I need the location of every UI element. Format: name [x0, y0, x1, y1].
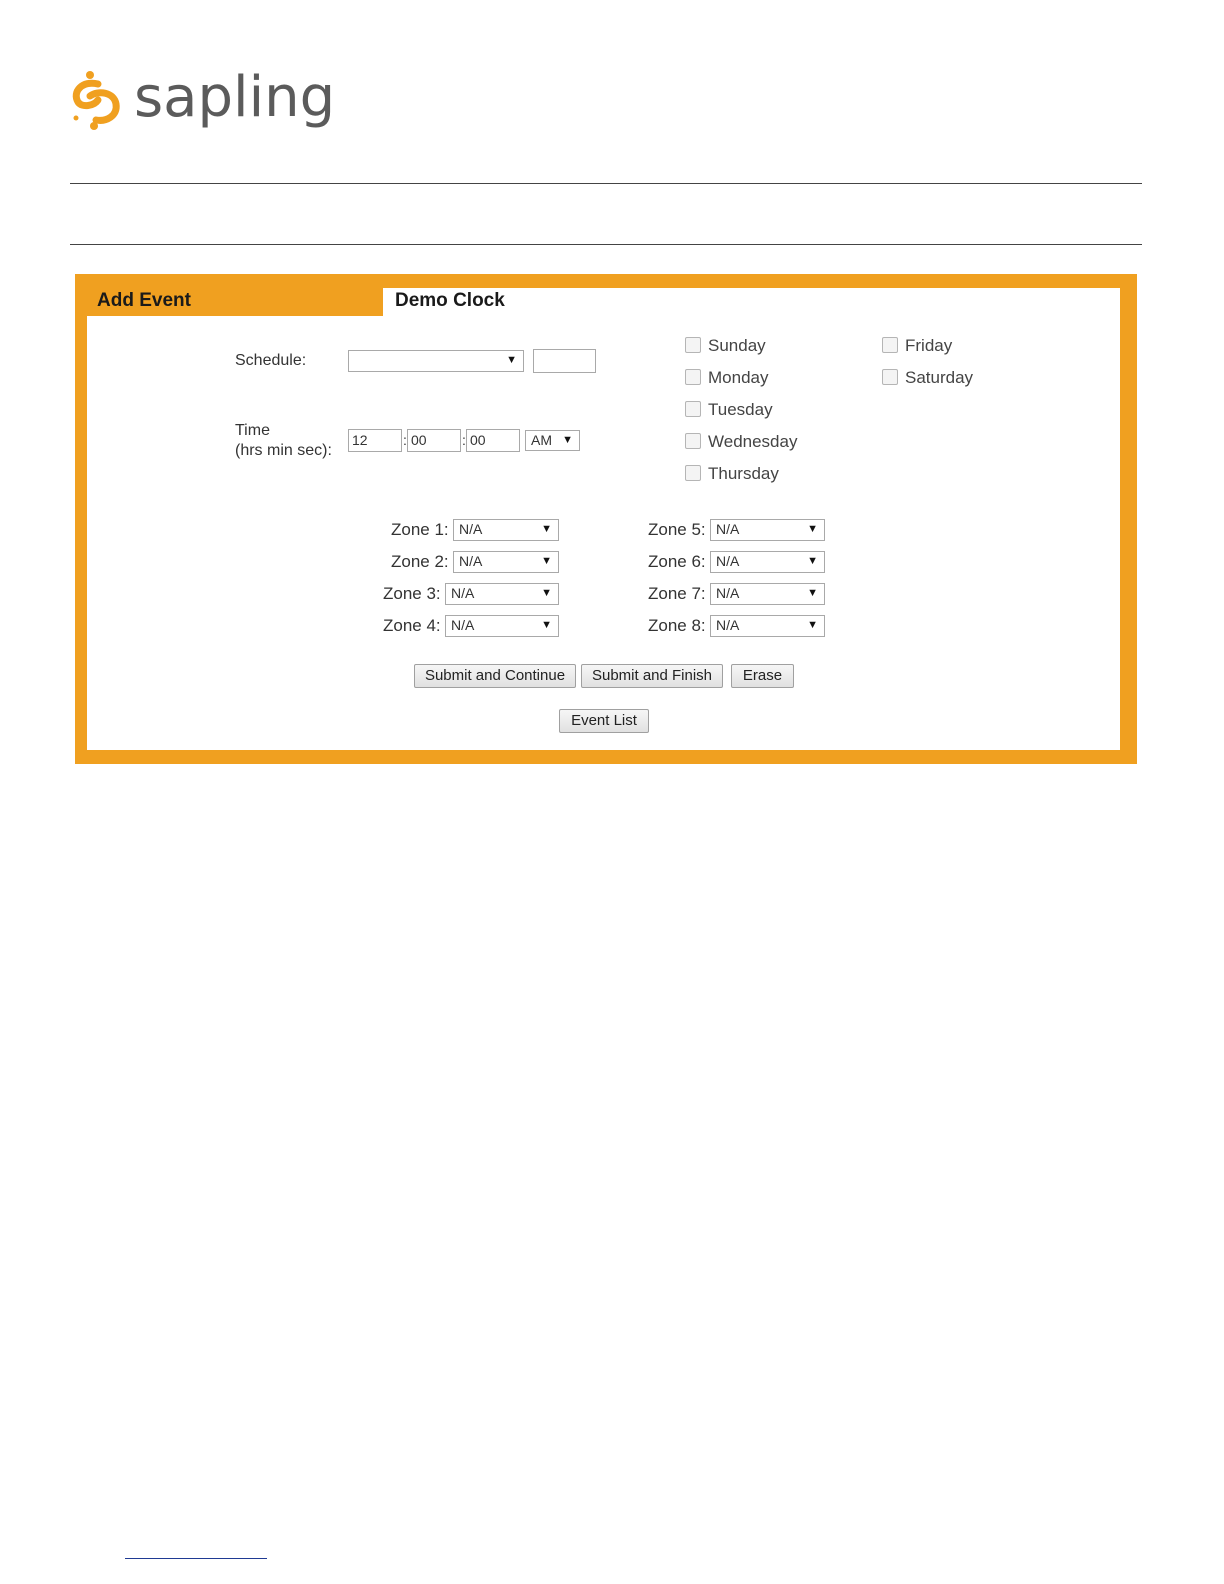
zone-8-select[interactable]: [710, 615, 825, 637]
zone-label: Zone 4:: [383, 616, 441, 635]
panel-body: [87, 288, 1120, 750]
schedule-label: Schedule:: [235, 352, 307, 369]
day-label: Thursday: [708, 464, 779, 483]
checkbox-icon[interactable]: [882, 337, 898, 353]
erase-button[interactable]: Erase: [731, 664, 794, 688]
add-event-panel: [75, 274, 1137, 764]
zone-value: N/A: [459, 521, 483, 537]
chevron-down-icon: ▼: [541, 619, 552, 631]
sapling-logo-icon: [68, 66, 128, 132]
zone-value: N/A: [716, 521, 740, 537]
zone-1-select[interactable]: [453, 519, 559, 541]
zone-label: Zone 5:: [648, 520, 706, 539]
zone-4-select[interactable]: [445, 615, 559, 637]
zone-label: Zone 1:: [391, 520, 449, 539]
ampm-select[interactable]: [525, 430, 580, 451]
day-label: Monday: [708, 368, 769, 387]
checkbox-icon[interactable]: [685, 433, 701, 449]
checkbox-icon[interactable]: [685, 465, 701, 481]
tab-add-event[interactable]: [87, 288, 383, 316]
time-label: Time: [235, 422, 270, 439]
checkbox-icon[interactable]: [685, 337, 701, 353]
day-label: Friday: [905, 336, 953, 355]
chevron-down-icon: ▼: [541, 587, 552, 599]
zone-value: N/A: [459, 553, 483, 569]
minutes-input[interactable]: 00: [407, 429, 461, 452]
header-divider-bottom: [70, 244, 1142, 245]
time-sublabel: (hrs min sec):: [235, 442, 332, 459]
checkbox-icon[interactable]: [685, 401, 701, 417]
footer-link-underline: [125, 1558, 267, 1559]
zone-label: Zone 2:: [391, 552, 449, 571]
day-label: Wednesday: [708, 432, 798, 451]
zone-label: Zone 3:: [383, 584, 441, 603]
submit-and-finish-button[interactable]: Submit and Finish: [581, 664, 723, 688]
zone-3-select[interactable]: [445, 583, 559, 605]
submit-and-continue-button[interactable]: Submit and Continue: [414, 664, 576, 688]
day-label: Sunday: [708, 336, 766, 355]
chevron-down-icon: ▼: [807, 555, 818, 567]
chevron-down-icon: ▼: [807, 619, 818, 631]
time-separator: :: [462, 432, 466, 448]
zone-value: N/A: [716, 617, 740, 633]
chevron-down-icon: ▼: [541, 555, 552, 567]
schedule-extra-input[interactable]: [533, 349, 596, 373]
zone-5-select[interactable]: [710, 519, 825, 541]
seconds-input[interactable]: 00: [466, 429, 520, 452]
brand-name: sapling: [134, 65, 336, 130]
tab-add-event-label: Add Event: [97, 290, 191, 311]
chevron-down-icon: ▼: [506, 354, 517, 366]
zone-label: Zone 7:: [648, 584, 706, 603]
day-label: Saturday: [905, 368, 974, 387]
checkbox-icon[interactable]: [882, 369, 898, 385]
zone-label: Zone 8:: [648, 616, 706, 635]
zone-6-select[interactable]: [710, 551, 825, 573]
time-separator: :: [403, 432, 407, 448]
zone-value: N/A: [716, 553, 740, 569]
zone-value: N/A: [716, 585, 740, 601]
header-divider: [70, 183, 1142, 184]
chevron-down-icon: ▼: [562, 434, 573, 446]
zone-value: N/A: [451, 585, 475, 601]
hours-input[interactable]: 12: [348, 429, 402, 452]
zone-label: Zone 6:: [648, 552, 706, 571]
checkbox-icon[interactable]: [685, 369, 701, 385]
ampm-selected: AM: [531, 432, 552, 448]
clock-name: Demo Clock: [395, 290, 505, 311]
sapling-logo: [68, 65, 336, 134]
chevron-down-icon: ▼: [541, 523, 552, 535]
chevron-down-icon: ▼: [807, 523, 818, 535]
zone-7-select[interactable]: [710, 583, 825, 605]
event-list-button[interactable]: Event List: [559, 709, 649, 733]
schedule-select[interactable]: [348, 350, 524, 372]
day-label: Tuesday: [708, 400, 773, 419]
chevron-down-icon: ▼: [807, 587, 818, 599]
zone-value: N/A: [451, 617, 475, 633]
zone-2-select[interactable]: [453, 551, 559, 573]
